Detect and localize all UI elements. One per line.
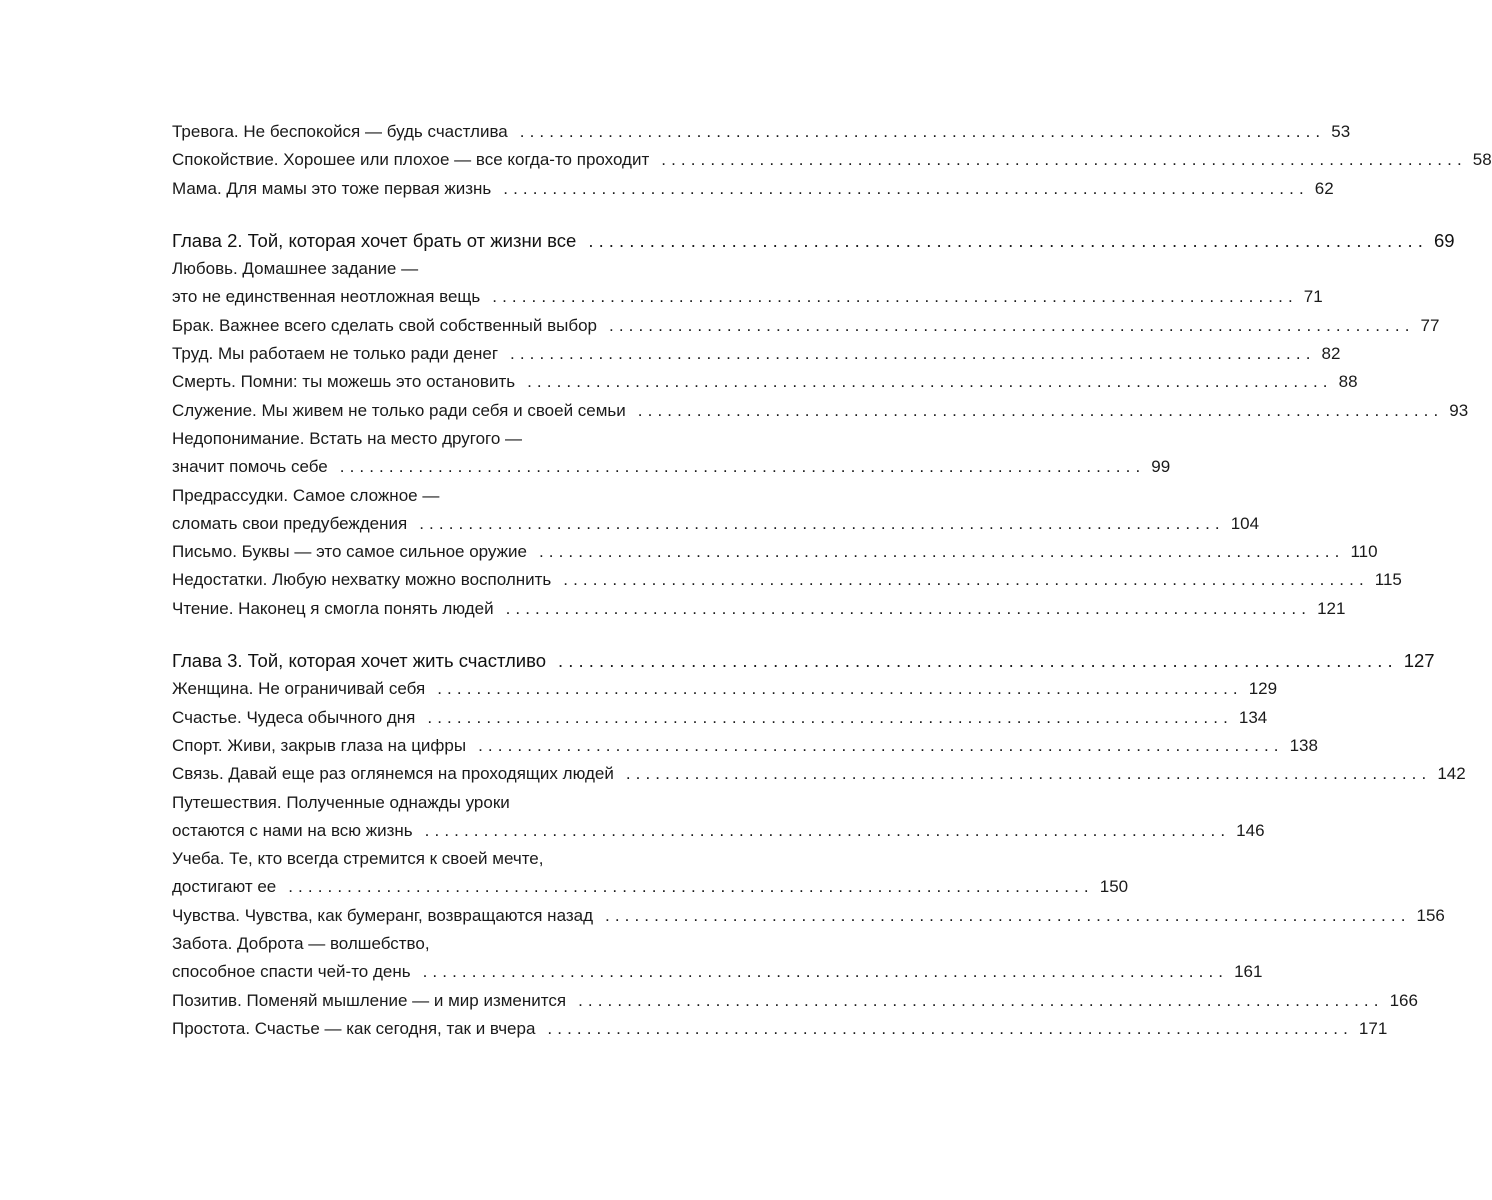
dot-leader: .................................................................................. (505, 598, 1312, 618)
toc-entry (172, 453, 1171, 481)
toc-entry (172, 760, 1466, 788)
dot-leader: .................................................................................. (478, 735, 1284, 755)
section-gap (172, 203, 729, 227)
toc-entry-page: 150 (1099, 877, 1129, 897)
toc-entry-page: 171 (1358, 1018, 1388, 1038)
toc-entry-title: способное спасти чей-то день (172, 962, 411, 982)
toc-entry-title: Служение. Мы живем не только ради себя и своей семьи (172, 400, 626, 420)
toc-entry (172, 817, 1265, 845)
toc-entry-page: 93 (1449, 400, 1469, 420)
toc-entry-title: Любовь. Домашнее задание — (172, 259, 419, 279)
toc-entry (172, 987, 1418, 1015)
toc-entry (172, 510, 1260, 538)
dot-leader: .................................................................................. (519, 122, 1326, 141)
dot-leader: .................................................................................. (538, 542, 1345, 562)
toc-entry-page: 138 (1289, 735, 1318, 755)
toc-entry-title: Недостатки. Любую нехватку можно восполнить (172, 570, 552, 590)
toc-entry (172, 732, 1318, 760)
toc-entry-title: Предрассудки. Самое сложное — (172, 485, 440, 505)
toc-entry-first-line (172, 930, 729, 958)
toc-entry-page: 142 (1437, 764, 1466, 784)
dot-leader: .................................................................................. (661, 150, 1467, 170)
dot-leader: .................................................................................. (578, 990, 1384, 1010)
toc-entry-page: 161 (1234, 962, 1263, 982)
toc-entry-first-line (172, 789, 729, 817)
dot-leader: .................................................................................. (503, 178, 1309, 198)
dot-leader: .................................................................................. (625, 764, 1432, 784)
toc-entry (172, 312, 1440, 340)
toc-entry-title: Позитив. Поменяй мышление — и мир изменится (172, 990, 567, 1010)
table-of-contents (172, 118, 1492, 1043)
toc-entry-title: Мама. Для мамы это тоже первая жизнь (172, 178, 492, 198)
dot-leader: .................................................................................. (605, 905, 1411, 925)
toc-entry-title: Тревога. Не беспокойся — будь счастлива (172, 122, 508, 141)
toc-entry-page: 58 (1472, 150, 1492, 170)
toc-entry-page: 156 (1416, 905, 1445, 925)
chapter-heading (172, 647, 1435, 675)
toc-entry-title: Женщина. Не ограничивай себя (172, 679, 426, 699)
toc-entry-title: Спокойствие. Хорошее или плохое — все когда-то проходит (172, 150, 650, 170)
toc-entry (172, 538, 1378, 566)
toc-entry-title: Недопонимание. Встать на место другого — (172, 428, 523, 448)
toc-entry-page: 129 (1248, 679, 1278, 699)
toc-entry-first-line (172, 425, 729, 453)
chapter-heading (172, 227, 1455, 255)
dot-leader: .................................................................................. (339, 457, 1146, 477)
toc-entry-page: 115 (1374, 570, 1402, 590)
toc-entry-page: 53 (1331, 122, 1351, 141)
toc-entry (172, 118, 1351, 146)
toc-entry (172, 704, 1268, 732)
toc-entry-title: это не единственная неотложная вещь (172, 287, 481, 307)
toc-entry (172, 675, 1278, 703)
dot-leader: .................................................................................. (527, 372, 1333, 392)
dot-leader: .................................................................................. (419, 513, 1225, 533)
toc-entry-title: Спорт. Живи, закрыв глаза на цифры (172, 735, 467, 755)
chapter-page: 127 (1403, 650, 1435, 672)
toc-entry-page: 71 (1303, 287, 1323, 307)
toc-entry-page: 104 (1230, 513, 1260, 533)
toc-entry-title: Письмо. Буквы — это самое сильное оружие (172, 542, 527, 562)
toc-entry-title: Смерть. Помни: ты можешь это остановить (172, 372, 516, 392)
dot-leader: .................................................................................. (547, 1018, 1353, 1038)
toc-entry-title: Простота. Счастье — как сегодня, так и вчера (172, 1018, 536, 1038)
toc-entry-title: Чтение. Наконец я смогла понять людей (172, 598, 494, 618)
toc-entry (172, 873, 1129, 901)
dot-leader: .................................................................................. (563, 570, 1369, 590)
chapter-title: Глава 2. Той, которая хочет брать от жизни все (172, 229, 577, 251)
toc-entry-title: Счастье. Чудеса обычного дня (172, 707, 416, 727)
toc-entry-page: 82 (1321, 344, 1341, 364)
section-gap (172, 623, 729, 647)
dot-leader: .................................................................................. (492, 287, 1298, 307)
toc-entry (172, 958, 1263, 986)
toc-entry (172, 175, 1334, 203)
dot-leader: .................................................................................. (588, 229, 1428, 251)
toc-entry-title: Связь. Давай еще раз оглянемся на проходящих людей (172, 764, 614, 784)
toc-entry (172, 397, 1469, 425)
chapter-title: Глава 3. Той, которая хочет жить счастливо (172, 650, 547, 672)
toc-entry-page: 166 (1389, 990, 1418, 1010)
dot-leader: .................................................................................. (422, 962, 1229, 982)
toc-entry-first-line (172, 845, 729, 873)
toc-entry-title: сломать свои предубеждения (172, 513, 408, 533)
toc-entry (172, 146, 1492, 174)
toc-entry (172, 1015, 1388, 1043)
toc-entry-title: Труд. Мы работаем не только ради денег (172, 344, 499, 364)
toc-entry-title: остаются с нами на всю жизнь (172, 820, 413, 840)
toc-entry (172, 340, 1341, 368)
toc-entry (172, 902, 1445, 930)
toc-entry (172, 595, 1346, 623)
toc-entry-title: Учеба. Те, кто всегда стремится к своей мечте, (172, 849, 544, 869)
dot-leader: .................................................................................. (288, 877, 1094, 897)
toc-entry-first-line (172, 255, 729, 283)
chapter-page: 69 (1434, 229, 1455, 251)
dot-leader: .................................................................................. (609, 315, 1415, 335)
dot-leader: .................................................................................. (437, 679, 1243, 699)
toc-entry (172, 283, 1323, 311)
toc-entry-page: 110 (1350, 542, 1378, 562)
toc-entry-title: значит помочь себе (172, 457, 328, 477)
dot-leader: .................................................................................. (427, 707, 1233, 727)
toc-entry-page: 134 (1238, 707, 1268, 727)
dot-leader: .................................................................................. (637, 400, 1444, 420)
dot-leader: .................................................................................. (510, 344, 1316, 364)
toc-entry-page: 99 (1151, 457, 1171, 477)
toc-entry (172, 566, 1402, 594)
toc-entry-title: Путешествия. Полученные однажды уроки (172, 792, 510, 812)
dot-leader: .................................................................................. (558, 650, 1398, 672)
toc-entry-title: Забота. Доброта — волшебство, (172, 934, 430, 954)
toc-entry-page: 77 (1420, 315, 1440, 335)
toc-entry-page: 88 (1338, 372, 1358, 392)
toc-entry-page: 62 (1314, 178, 1334, 198)
toc-entry (172, 368, 1358, 396)
toc-entry-page: 146 (1236, 820, 1265, 840)
toc-entry-title: достигают ее (172, 877, 277, 897)
toc-entry-title: Брак. Важнее всего сделать свой собственный выбор (172, 315, 598, 335)
toc-entry-page: 121 (1317, 598, 1346, 618)
dot-leader: .................................................................................. (424, 820, 1231, 840)
toc-entry-title: Чувства. Чувства, как бумеранг, возвращаются назад (172, 905, 594, 925)
toc-entry-first-line (172, 482, 729, 510)
